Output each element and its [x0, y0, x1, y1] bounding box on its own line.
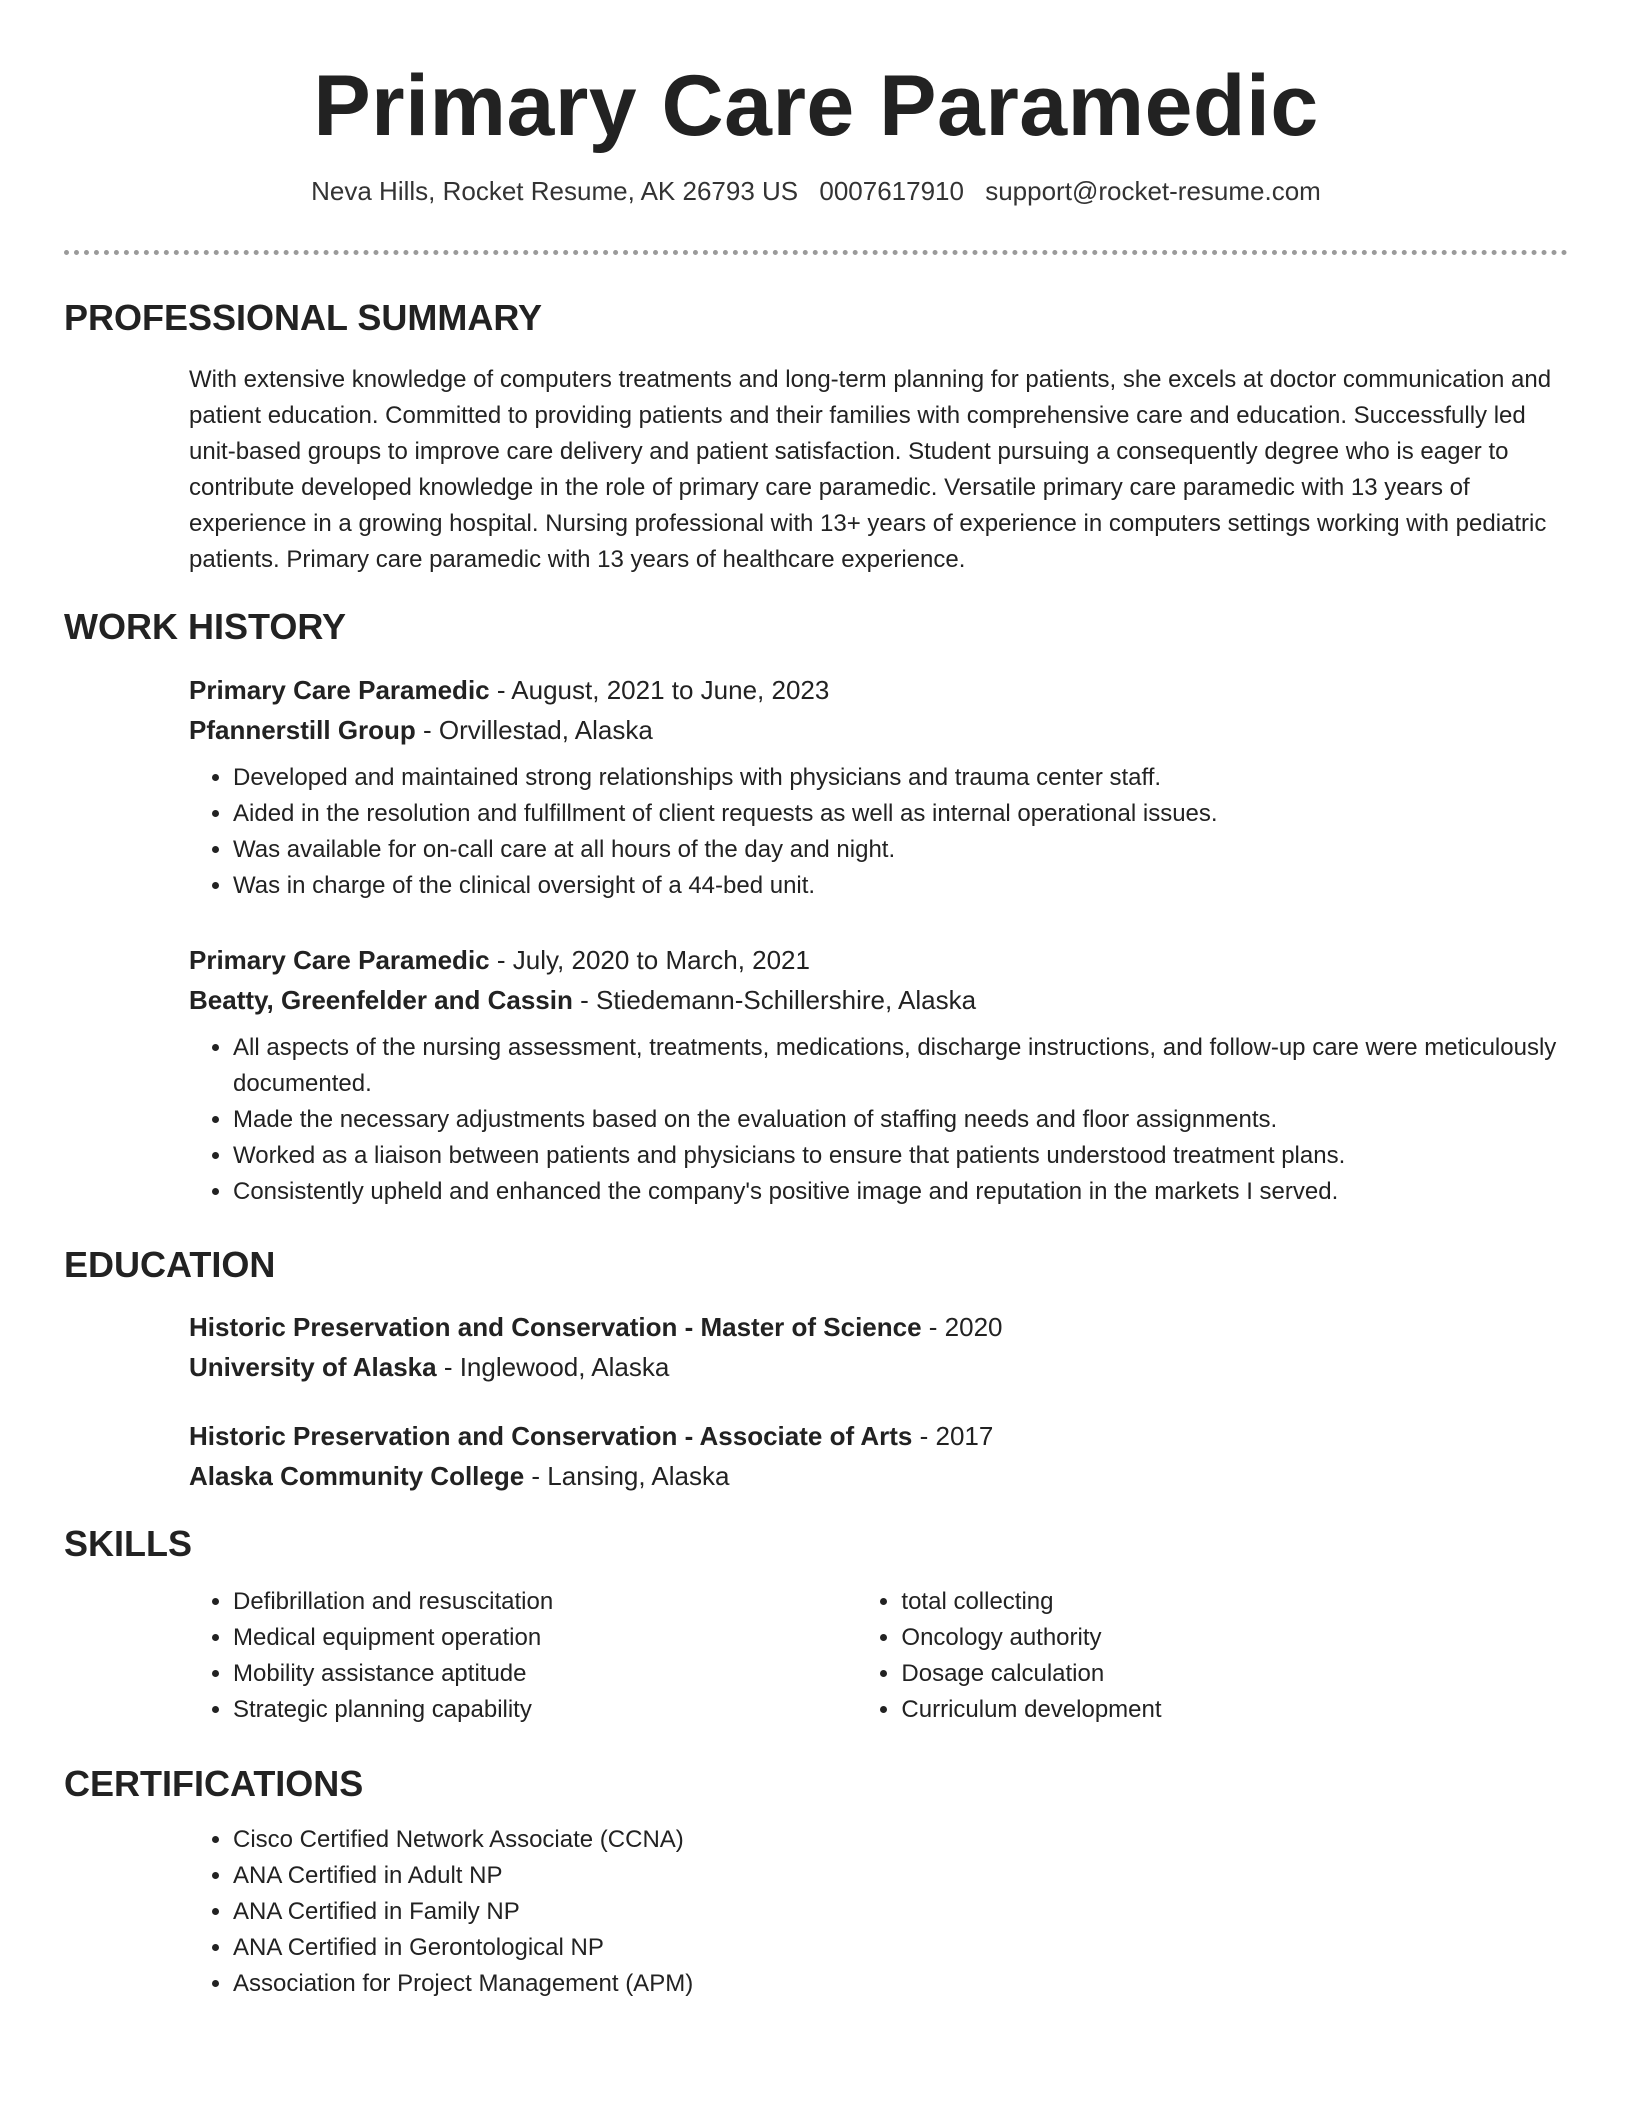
education-school: University of Alaska	[189, 1352, 437, 1382]
education-year: - 2020	[921, 1312, 1003, 1342]
list-item: • All aspects of the nursing assessment, treatments, medications, discharge instructions, and follow-up care were meticulously documented.	[233, 1030, 1569, 1102]
job-bullets	[189, 1030, 1569, 1210]
work-history-heading: WORK HISTORY	[64, 606, 347, 647]
job-role: Primary Care Paramedic	[189, 675, 490, 705]
job-company-line	[189, 710, 1569, 750]
education-location: - Lansing, Alaska	[524, 1461, 730, 1491]
contact-phone: 0007617910	[819, 176, 964, 206]
job-dates: - July, 2020 to March, 2021	[489, 945, 810, 975]
summary-heading: PROFESSIONAL SUMMARY	[64, 297, 543, 338]
job-dates: - August, 2021 to June, 2023	[489, 675, 830, 705]
list-item: • Oncology authority	[901, 1620, 1569, 1656]
contact-email: support@rocket-resume.com	[985, 176, 1321, 206]
header-divider	[64, 250, 1568, 255]
list-item: • Strategic planning capability	[233, 1692, 857, 1728]
education-degree-line	[189, 1307, 1569, 1347]
job-company: Pfannerstill Group	[189, 715, 416, 745]
education-entry	[189, 1416, 1569, 1496]
list-item: • Dosage calculation	[901, 1656, 1569, 1692]
education-school-line	[189, 1456, 1569, 1496]
list-item: • Association for Project Management (APM)	[233, 1966, 1569, 2002]
list-item: • Worked as a liaison between patients and physicians to ensure that patients understood treatment plans.	[233, 1138, 1569, 1174]
job-company-line	[189, 980, 1569, 1020]
education-school: Alaska Community College	[189, 1461, 525, 1491]
certifications-heading: CERTIFICATIONS	[64, 1763, 364, 1804]
job-title-line	[189, 670, 1569, 710]
list-item: • Made the necessary adjustments based on the evaluation of staffing needs and floor assignments.	[233, 1102, 1569, 1138]
contact-address: Neva Hills, Rocket Resume, AK 26793 US	[311, 176, 799, 206]
education-location: - Inglewood, Alaska	[436, 1352, 670, 1382]
list-item: • Aided in the resolution and fulfillment of client requests as well as internal operational issues.	[233, 796, 1569, 832]
education-school-line	[189, 1347, 1569, 1387]
list-item: • Mobility assistance aptitude	[233, 1656, 857, 1692]
job-role: Primary Care Paramedic	[189, 945, 490, 975]
job-entry	[189, 670, 1569, 904]
education-year: - 2017	[912, 1421, 994, 1451]
job-location: - Orvillestad, Alaska	[415, 715, 653, 745]
job-entry	[189, 940, 1569, 1210]
list-item: • Medical equipment operation	[233, 1620, 857, 1656]
job-company: Beatty, Greenfelder and Cassin	[189, 985, 573, 1015]
contact-line	[0, 176, 1632, 206]
skills-list-right	[857, 1584, 1569, 1728]
summary-block	[189, 362, 1569, 578]
education-degree: Historic Preservation and Conservation - Master of Science	[189, 1312, 922, 1342]
skills-heading: SKILLS	[64, 1523, 193, 1564]
list-item: • Developed and maintained strong relationships with physicians and trauma center staff.	[233, 760, 1569, 796]
list-item: • Was in charge of the clinical oversight of a 44-bed unit.	[233, 868, 1569, 904]
education-entry	[189, 1307, 1569, 1387]
education-heading: EDUCATION	[64, 1244, 276, 1285]
skills-columns	[189, 1584, 1569, 1728]
skills-block	[189, 1584, 1569, 1728]
list-item: • ANA Certified in Gerontological NP	[233, 1930, 1569, 1966]
list-item: • ANA Certified in Family NP	[233, 1894, 1569, 1930]
list-item: • ANA Certified in Adult NP	[233, 1858, 1569, 1894]
certifications-list	[189, 1822, 1569, 2002]
job-bullets	[189, 760, 1569, 904]
list-item: • total collecting	[901, 1584, 1569, 1620]
list-item: • Curriculum development	[901, 1692, 1569, 1728]
skills-list-left	[189, 1584, 857, 1728]
education-degree: Historic Preservation and Conservation - Associate of Arts	[189, 1421, 913, 1451]
education-degree-line	[189, 1416, 1569, 1456]
job-title-line	[189, 940, 1569, 980]
list-item: • Defibrillation and resuscitation	[233, 1584, 857, 1620]
list-item: • Was available for on-call care at all hours of the day and night.	[233, 832, 1569, 868]
job-location: - Stiedemann-Schillershire, Alaska	[572, 985, 977, 1015]
candidate-name: Primary Care Paramedic	[313, 58, 1319, 154]
certifications-block	[189, 1822, 1569, 2002]
list-item: • Consistently upheld and enhanced the company's positive image and reputation in the markets I served.	[233, 1174, 1569, 1210]
summary-text: With extensive knowledge of computers treatments and long-term planning for patients, she excels at doctor communication and patient education. Committed to providing patients and their families with comprehensive care and education. Successfully led unit-based groups to improve care delivery and patient satisfaction. Student pursuing a consequently degree who is eager to contribute developed knowledge in the role of primary care paramedic. Versatile primary care paramedic with 13 years of experience in a growing hospital. Nursing professional with 13+ years of experience in computers settings working with pediatric patients. Primary care paramedic with 13 years of healthcare experience.	[189, 366, 1552, 573]
list-item: • Cisco Certified Network Associate (CCNA)	[233, 1822, 1569, 1858]
